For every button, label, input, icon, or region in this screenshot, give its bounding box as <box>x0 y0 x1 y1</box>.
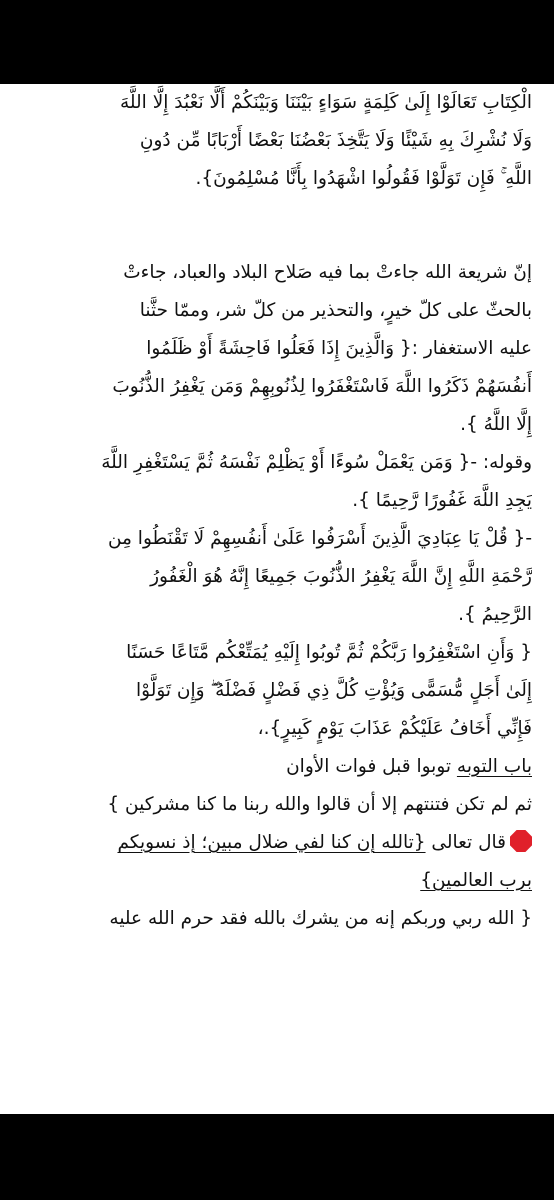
section-heading <box>22 748 532 786</box>
text-line: عليه الاستغفار :{ وَالَّذِينَ إِذَا فَعَلُوا فَاحِشَةً أَوْ ظَلَمُوا <box>146 338 532 359</box>
text-line: { الله ربي وربكم إنه من يشرك بالله فقد حرم الله عليه <box>109 908 532 929</box>
text-line: وَلَا نُشْرِكَ بِهِ شَيْئًا وَلَا يَتَّخِذَ بَعْضُنَا بَعْضًا أَرْبَابًا مِّن دُونِ <box>139 130 532 151</box>
qal-underlined: {تالله إن كنا لفي ضلال مبين؛ إذ نسويكم <box>117 832 426 853</box>
text-line: رَّحْمَةِ اللَّهِ إِنَّ اللَّهَ يَغْفِرُ الذُّنُوبَ جَمِيعًا إِنَّهُ هُوَ الْغَفُورُ <box>150 566 532 587</box>
text-line: فَإِنِّي أَخَافُ عَلَيْكُمْ عَذَابَ يَوْمٍ كَبِيرٍ}.، <box>257 718 532 739</box>
text-line: إِلَّا اللَّهُ }. <box>460 414 532 435</box>
text-line: { وَأَنِ اسْتَغْفِرُوا رَبَّكُمْ ثُمَّ تُوبُوا إِلَيْهِ يُمَتِّعْكُم مَّتَاعًا حَسَنًا <box>126 642 532 663</box>
text-line: اللَّهِ ۚ فَإِن تَوَلَّوْا فَقُولُوا اشْهَدُوا بِأَنَّا مُسْلِمُونَ}. <box>195 168 532 189</box>
text-line-with-icon <box>22 824 532 862</box>
text-line: -{ قُلْ يَا عِبَادِيَ الَّذِينَ أَسْرَفُوا عَلَىٰ أَنفُسِهِمْ لَا تَقْنَطُوا مِن <box>107 528 532 549</box>
text-line: إِلَىٰ أَجَلٍ مُّسَمًّى وَيُؤْتِ كُلَّ ذِي فَضْلٍ فَضْلَهُ ۖ وَإِن تَوَلَّوْا <box>136 680 532 701</box>
text-line: يَجِدِ اللَّهَ غَفُورًا رَّحِيمًا }. <box>352 490 532 511</box>
qal-label: قال تعالى <box>425 832 506 853</box>
stop-sign-icon <box>510 830 532 852</box>
bottom-bar-area <box>0 1114 554 1200</box>
heading-underlined: باب التوبه <box>456 756 532 777</box>
text-line <box>22 862 532 900</box>
document-page <box>0 84 554 1114</box>
text-line: الْكِتَابِ تَعَالَوْا إِلَىٰ كَلِمَةٍ سَوَاءٍ بَيْنَنَا وَبَيْنَكُمْ أَلَّا نَعْبُدَ إِلَّا اللَّهَ <box>120 92 532 113</box>
text-line: الرَّحِيمُ }. <box>458 604 532 625</box>
heading-rest: توبوا قبل فوات الأوان <box>286 756 457 777</box>
text-line: إنّ شريعة الله جاءتْ بما فيه صَلاح البلاد والعباد، جاءتْ <box>123 262 532 283</box>
text-line: وقوله: -{ وَمَن يَعْمَلْ سُوءًا أَوْ يَظْلِمْ نَفْسَهُ ثُمَّ يَسْتَغْفِرِ اللَّهَ <box>101 452 532 473</box>
text-line: بالحثّ على كلّ خيرٍ، والتحذير من كلّ شر، وممّا حثَّنا <box>139 300 532 321</box>
rabb-underlined: برب العالمين} <box>420 870 532 891</box>
paragraph-gap <box>22 198 532 254</box>
status-bar-area <box>0 0 554 84</box>
text-line: ثم لم تكن فتنتهم إلا أن قالوا والله ربنا ما كنا مشركين } <box>107 794 532 815</box>
document-text <box>22 84 532 938</box>
text-line: أَنفُسَهُمْ ذَكَرُوا اللَّهَ فَاسْتَغْفَرُوا لِذُنُوبِهِمْ وَمَن يَغْفِرُ الذُّنُوبَ <box>112 376 532 397</box>
